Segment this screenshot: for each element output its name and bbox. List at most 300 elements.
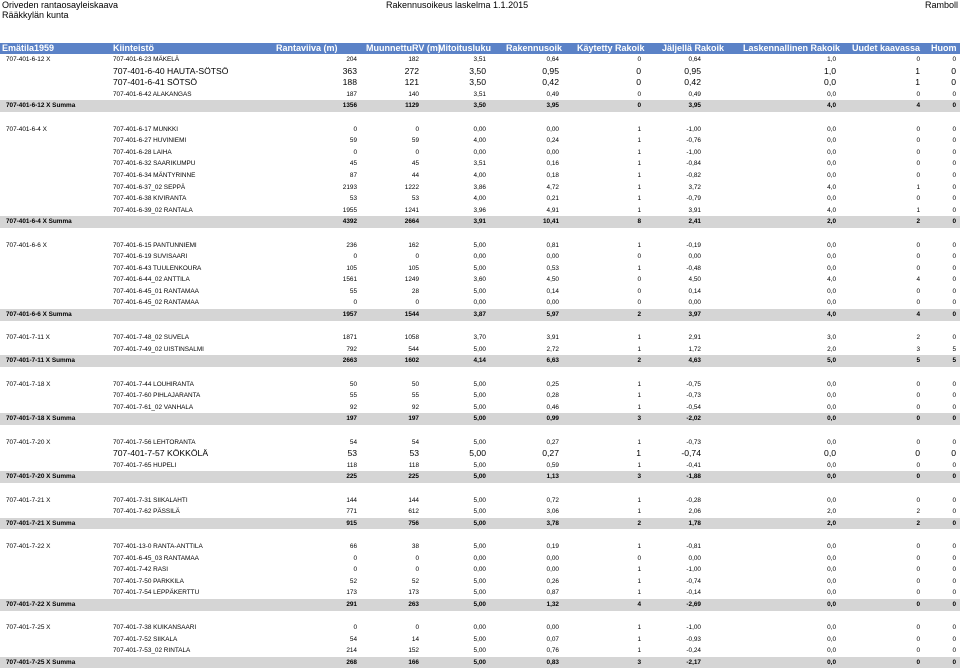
table-row [0, 274, 960, 286]
table-cell: -0,19 [686, 241, 701, 249]
table-cell: 0 [952, 299, 956, 307]
table-row [0, 506, 960, 518]
table-cell: 6,63 [546, 357, 559, 365]
table-cell: 707-401-6-43 TUULENKOURA [113, 264, 202, 272]
table-cell: 0,14 [688, 287, 701, 295]
table-row [0, 135, 960, 147]
table-cell: 0 [916, 392, 920, 400]
table-cell: 3 [916, 345, 920, 353]
table-cell: 152 [408, 647, 419, 655]
table-cell: 2663 [342, 357, 357, 365]
table-cell: 0,0 [827, 392, 836, 400]
table-cell: 0 [637, 287, 641, 295]
column-header-huom: Huom [931, 43, 957, 53]
table-cell: 0,95 [542, 65, 559, 76]
column-header-kiinteisto: Kiinteistö [113, 43, 155, 53]
table-cell: 0,0 [827, 160, 836, 168]
table-cell: 0 [916, 380, 920, 388]
table-cell: 0,00 [473, 148, 486, 156]
table-cell: 0,83 [546, 658, 559, 666]
table-cell: 4,00 [473, 195, 486, 203]
data-table [0, 54, 960, 668]
table-cell: 3 [637, 415, 641, 423]
table-cell: 0,95 [684, 65, 701, 76]
table-cell: 0,49 [546, 90, 559, 98]
table-cell: 2 [916, 218, 920, 226]
table-cell: 4,63 [688, 357, 701, 365]
table-cell: 5 [952, 357, 956, 365]
table-cell: 0 [916, 635, 920, 643]
table-cell: 4 [916, 311, 920, 319]
table-cell: 272 [404, 65, 419, 76]
table-cell: -0,54 [686, 403, 701, 411]
table-cell: 28 [411, 287, 419, 295]
table-cell: 0,00 [688, 299, 701, 307]
table-cell: 45 [349, 160, 357, 168]
table-cell: 0,0 [827, 566, 836, 574]
table-cell: 0 [952, 264, 956, 272]
table-cell: 707-401-7-20 X Summa [6, 473, 76, 481]
table-cell: 1 [637, 647, 641, 655]
table-cell: 0 [636, 65, 641, 76]
table-cell: -0,41 [686, 461, 701, 469]
report-title: Oriveden rantaosayleiskaava [2, 0, 119, 10]
table-cell: 0,28 [546, 392, 559, 400]
table-cell: 1 [637, 241, 641, 249]
table-cell: 0 [916, 415, 920, 423]
table-cell: 0 [637, 90, 641, 98]
table-cell: 2,06 [688, 508, 701, 516]
table-cell: 0,14 [546, 287, 559, 295]
table-cell: 0 [952, 461, 956, 469]
table-cell: -0,81 [686, 542, 701, 550]
table-cell: 0,0 [824, 77, 836, 88]
table-cell: 0 [952, 624, 956, 632]
table-cell: 0 [916, 253, 920, 261]
table-row [0, 402, 960, 414]
table-row [0, 54, 960, 66]
table-cell: 0 [952, 137, 956, 145]
table-cell: 0,42 [684, 77, 701, 88]
table-cell: 121 [404, 77, 419, 88]
table-row [0, 645, 960, 657]
table-row [0, 170, 960, 182]
table-cell: 0 [952, 171, 956, 179]
table-cell: 0,00 [473, 125, 486, 133]
table-cell: 0,64 [546, 56, 559, 63]
table-cell: 1 [637, 566, 641, 574]
table-cell: 0 [952, 195, 956, 203]
table-cell: 0,00 [473, 624, 486, 632]
table-cell: -0,75 [686, 380, 701, 388]
table-cell: 707-401-7-49_02 UISTINSALMI [113, 345, 204, 353]
table-cell: -2,02 [686, 415, 701, 423]
table-cell: 4 [916, 102, 920, 110]
table-cell: 1 [637, 345, 641, 353]
table-cell: 707-401-6-44_02 ANTTILA [113, 276, 190, 284]
table-cell: 0 [952, 415, 956, 423]
table-cell: 707-401-6-4 X [6, 125, 47, 133]
table-cell: 1 [637, 125, 641, 133]
table-cell: 707-401-7-21 X Summa [6, 519, 76, 527]
table-cell: 0,0 [827, 90, 836, 98]
table-cell: 3,91 [473, 218, 486, 226]
table-cell: 52 [349, 577, 357, 585]
table-cell: 214 [346, 647, 357, 655]
table-cell: 0 [916, 658, 920, 666]
table-cell: 0 [916, 287, 920, 295]
table-cell: 3,50 [469, 77, 486, 88]
table-cell: 707-401-7-52 SIIKALA [113, 635, 178, 643]
table-cell: 915 [346, 519, 357, 527]
table-cell: 0 [952, 334, 956, 342]
table-cell: 0 [952, 554, 956, 562]
table-cell: 0 [916, 542, 920, 550]
table-cell: 0 [916, 195, 920, 203]
table-cell: 3,50 [469, 65, 486, 76]
table-cell: 1 [637, 148, 641, 156]
table-cell: 612 [408, 508, 419, 516]
table-cell: 771 [346, 508, 357, 516]
table-cell: 0,00 [546, 299, 559, 307]
summary-row [0, 518, 960, 530]
table-row [0, 251, 960, 263]
table-cell: 0,00 [546, 253, 559, 261]
table-cell: 291 [346, 600, 357, 608]
table-cell: 0 [916, 160, 920, 168]
table-cell: 0,0 [827, 496, 836, 504]
table-cell: 2 [916, 508, 920, 516]
table-cell: 3 [637, 658, 641, 666]
spacer-row [0, 367, 960, 379]
table-cell: 5,0 [827, 357, 836, 365]
table-cell: 0,0 [827, 658, 836, 666]
table-cell: 1 [637, 334, 641, 342]
table-cell: 59 [411, 137, 419, 145]
table-cell: 707-401-6-40 HAUTA-SÖTSÖ [113, 65, 229, 76]
table-cell: 4,91 [546, 206, 559, 214]
table-cell: 756 [408, 519, 419, 527]
table-cell: 1 [637, 160, 641, 168]
table-cell: 3,87 [473, 311, 486, 319]
table-row [0, 182, 960, 194]
table-cell: 3,60 [473, 276, 486, 284]
table-cell: 5,00 [473, 241, 486, 249]
report-center-title: Rakennusoikeus laskelma 1.1.2015 [386, 0, 529, 10]
table-cell: 707-401-7-56 LEHTORANTA [113, 438, 196, 446]
table-cell: 4 [637, 600, 641, 608]
table-cell: 0 [952, 473, 956, 481]
table-cell: -0,74 [686, 577, 701, 585]
table-cell: 0 [916, 403, 920, 411]
table-cell: 2,91 [688, 334, 701, 342]
table-cell: 0 [916, 600, 920, 608]
table-cell: -0,48 [686, 264, 701, 272]
table-cell: 1129 [405, 102, 419, 110]
table-cell: 707-401-6-34 MÄNTYRINNE [113, 171, 196, 179]
table-cell: 0 [637, 299, 641, 307]
table-cell: 707-401-6-37_02 SEPPÄ [113, 183, 186, 191]
table-cell: 0 [952, 276, 956, 284]
spacer-row [0, 611, 960, 623]
table-cell: -1,00 [686, 624, 701, 632]
table-cell: 3,91 [688, 206, 701, 214]
report-header [0, 0, 960, 22]
table-row [0, 205, 960, 217]
column-header-kaytetty-rakoik: Käytetty Rakoik [577, 43, 645, 53]
table-cell: 707-401-6-42 ALAKANGAS [113, 90, 192, 98]
table-cell: -1,88 [686, 473, 701, 481]
table-cell: -0,82 [686, 171, 701, 179]
table-cell: 707-401-6-39_02 RANTALA [113, 206, 193, 214]
table-cell: 0,0 [827, 253, 836, 261]
table-cell: 1 [916, 206, 920, 214]
table-cell: 3,96 [473, 206, 486, 214]
table-cell: 1561 [342, 276, 357, 284]
table-cell: 0 [952, 542, 956, 550]
table-cell: 1 [636, 448, 641, 459]
table-cell: 5,00 [473, 577, 486, 585]
table-cell: 0 [636, 77, 641, 88]
table-cell: 0 [952, 311, 956, 319]
table-cell: 0 [952, 380, 956, 388]
table-cell: 0,59 [546, 461, 559, 469]
table-cell: 707-401-7-20 X [6, 438, 51, 446]
table-row [0, 193, 960, 205]
table-cell: -0,24 [686, 647, 701, 655]
table-cell: 0,00 [546, 554, 559, 562]
table-cell: 4392 [342, 218, 357, 226]
table-cell: 0 [353, 554, 357, 562]
table-cell: 2,72 [546, 345, 559, 353]
table-cell: 0,99 [546, 415, 559, 423]
table-cell: 1,0 [824, 65, 836, 76]
table-cell: 1,32 [546, 600, 559, 608]
table-cell: 707-401-7-25 X [6, 624, 51, 632]
table-cell: 204 [346, 56, 357, 63]
table-cell: 173 [346, 589, 357, 597]
table-cell: 707-401-6-23 MÄKELÄ [113, 56, 180, 63]
table-cell: 707-401-6-41 SÖTSÖ [113, 77, 198, 88]
table-cell: 54 [349, 438, 357, 446]
table-cell: 0,00 [546, 125, 559, 133]
table-cell: 707-401-7-44 LOUHIRANTA [113, 380, 194, 388]
table-cell: 2,0 [827, 345, 836, 353]
table-cell: 0 [916, 299, 920, 307]
table-cell: 1,78 [688, 519, 701, 527]
table-cell: 1 [637, 403, 641, 411]
table-cell: 3,86 [473, 183, 486, 191]
company-name: Ramboll [924, 0, 958, 10]
table-cell: 0 [916, 137, 920, 145]
table-cell: 50 [411, 380, 419, 388]
table-cell: 0,0 [827, 148, 836, 156]
table-cell: 1 [637, 264, 641, 272]
table-cell: 5,00 [473, 658, 486, 666]
table-row [0, 66, 960, 78]
column-header-mitoitusluku: Mitoitusluku [438, 43, 491, 53]
spacer-row [0, 529, 960, 541]
table-cell: 1356 [342, 102, 357, 110]
table-cell: 87 [349, 171, 357, 179]
table-cell: 55 [411, 392, 419, 400]
column-header-jaljella-rakoik: Jäljellä Rakoik [662, 43, 725, 53]
table-cell: 1955 [342, 206, 357, 214]
table-cell: 1544 [404, 311, 419, 319]
table-cell: 1,13 [546, 473, 559, 481]
table-cell: 1 [637, 438, 641, 446]
table-cell: 3,0 [827, 334, 836, 342]
table-cell: 1 [637, 508, 641, 516]
table-cell: 0 [952, 577, 956, 585]
table-cell: -0,76 [686, 137, 701, 145]
table-cell: 0 [353, 299, 357, 307]
table-cell: 0 [637, 554, 641, 562]
table-cell: 2,0 [827, 508, 836, 516]
table-cell: 0 [952, 218, 956, 226]
table-cell: 792 [346, 345, 357, 353]
table-cell: 0 [415, 299, 419, 307]
table-cell: 5,00 [473, 287, 486, 295]
summary-row [0, 216, 960, 228]
table-cell: 268 [346, 658, 357, 666]
table-cell: 2,0 [827, 218, 836, 226]
table-cell: 0 [916, 264, 920, 272]
table-cell: 4,0 [827, 102, 836, 110]
table-cell: 50 [349, 380, 357, 388]
spacer-row [0, 228, 960, 240]
table-cell: 3,06 [546, 508, 559, 516]
table-cell: 0,07 [546, 635, 559, 643]
table-row [0, 297, 960, 309]
table-cell: 0 [415, 253, 419, 261]
table-cell: 707-401-7-18 X Summa [6, 415, 76, 423]
table-cell: 4 [916, 276, 920, 284]
table-cell: 0 [916, 647, 920, 655]
table-cell: 707-401-7-21 X [6, 496, 51, 504]
table-cell: 3,95 [688, 102, 701, 110]
table-cell: 0,0 [827, 403, 836, 411]
table-row [0, 437, 960, 449]
table-cell: 5,00 [473, 508, 486, 516]
table-cell: 55 [349, 392, 357, 400]
table-cell: 0,00 [473, 299, 486, 307]
table-row [0, 158, 960, 170]
column-header-rakennusoik: Rakennusoik [506, 43, 563, 53]
table-row [0, 576, 960, 588]
table-cell: 0,81 [546, 241, 559, 249]
table-cell: 1 [637, 624, 641, 632]
table-cell: 1 [637, 496, 641, 504]
table-cell: 707-401-6-28 LAIHA [113, 148, 172, 156]
table-cell: 0 [916, 554, 920, 562]
table-cell: 5,00 [473, 415, 486, 423]
table-cell: 0 [637, 276, 641, 284]
table-cell: 0,0 [827, 195, 836, 203]
table-cell: 53 [347, 448, 357, 459]
table-cell: -1,00 [686, 148, 701, 156]
table-cell: 144 [408, 496, 419, 504]
table-cell: 0 [952, 589, 956, 597]
table-cell: 0,0 [827, 577, 836, 585]
table-cell: 0,0 [827, 600, 836, 608]
table-cell: 54 [349, 635, 357, 643]
table-cell: 0 [952, 90, 956, 98]
table-row [0, 286, 960, 298]
table-cell: 105 [346, 264, 357, 272]
table-cell: 5,00 [473, 438, 486, 446]
table-cell: -0,74 [681, 448, 701, 459]
table-cell: 5,00 [473, 403, 486, 411]
table-cell: 5,00 [473, 519, 486, 527]
table-cell: 0 [916, 56, 920, 63]
table-cell: 707-401-6-19 SUVISAARI [113, 253, 188, 261]
table-cell: 1241 [404, 206, 419, 214]
table-cell: 0,21 [546, 195, 559, 203]
table-cell: 1957 [342, 311, 357, 319]
table-cell: 4,00 [473, 171, 486, 179]
table-cell: 105 [408, 264, 419, 272]
table-cell: 5,00 [473, 542, 486, 550]
table-cell: 5,00 [473, 473, 486, 481]
table-cell: 0,0 [827, 647, 836, 655]
table-cell: 0,46 [546, 403, 559, 411]
column-header-ematila: Emätila1959 [2, 43, 55, 53]
table-cell: 1 [915, 77, 920, 88]
table-cell: 0 [415, 148, 419, 156]
table-cell: 182 [408, 56, 419, 63]
table-cell: 0 [637, 253, 641, 261]
table-cell: 0,0 [827, 125, 836, 133]
table-cell: 187 [346, 90, 357, 98]
table-cell: 1 [637, 577, 641, 585]
table-cell: 5,00 [473, 345, 486, 353]
table-cell: 1 [637, 392, 641, 400]
table-cell: 707-401-7-62 PÄSSILÄ [113, 508, 180, 516]
summary-row [0, 309, 960, 321]
table-cell: 0 [915, 448, 920, 459]
table-cell: 197 [346, 415, 357, 423]
table-cell: 707-401-7-50 PARKKILA [113, 577, 184, 585]
table-row [0, 332, 960, 344]
table-cell: 0,00 [473, 566, 486, 574]
table-cell: 707-401-7-18 X [6, 380, 51, 388]
table-cell: 225 [346, 473, 357, 481]
table-cell: 1602 [404, 357, 419, 365]
table-cell: 707-401-6-12 X Summa [6, 102, 76, 110]
table-cell: 707-401-13-0 RANTA-ANTTILA [113, 542, 203, 550]
table-cell: 45 [411, 160, 419, 168]
summary-row [0, 100, 960, 112]
summary-row [0, 413, 960, 425]
table-cell: 707-401-6-17 MUNKKI [113, 125, 179, 133]
table-cell: 92 [411, 403, 419, 411]
table-row [0, 77, 960, 89]
spacer-row [0, 483, 960, 495]
table-cell: 0 [952, 647, 956, 655]
table-cell: 8 [637, 218, 641, 226]
table-cell: 0,00 [473, 554, 486, 562]
table-row [0, 240, 960, 252]
table-cell: 0,16 [546, 160, 559, 168]
table-cell: 0 [916, 90, 920, 98]
table-cell: 0 [637, 102, 641, 110]
table-cell: 0,0 [827, 635, 836, 643]
table-cell: 3,51 [473, 56, 486, 63]
table-cell: 0 [952, 206, 956, 214]
table-cell: 4,50 [688, 276, 701, 284]
table-cell: 5,00 [473, 647, 486, 655]
